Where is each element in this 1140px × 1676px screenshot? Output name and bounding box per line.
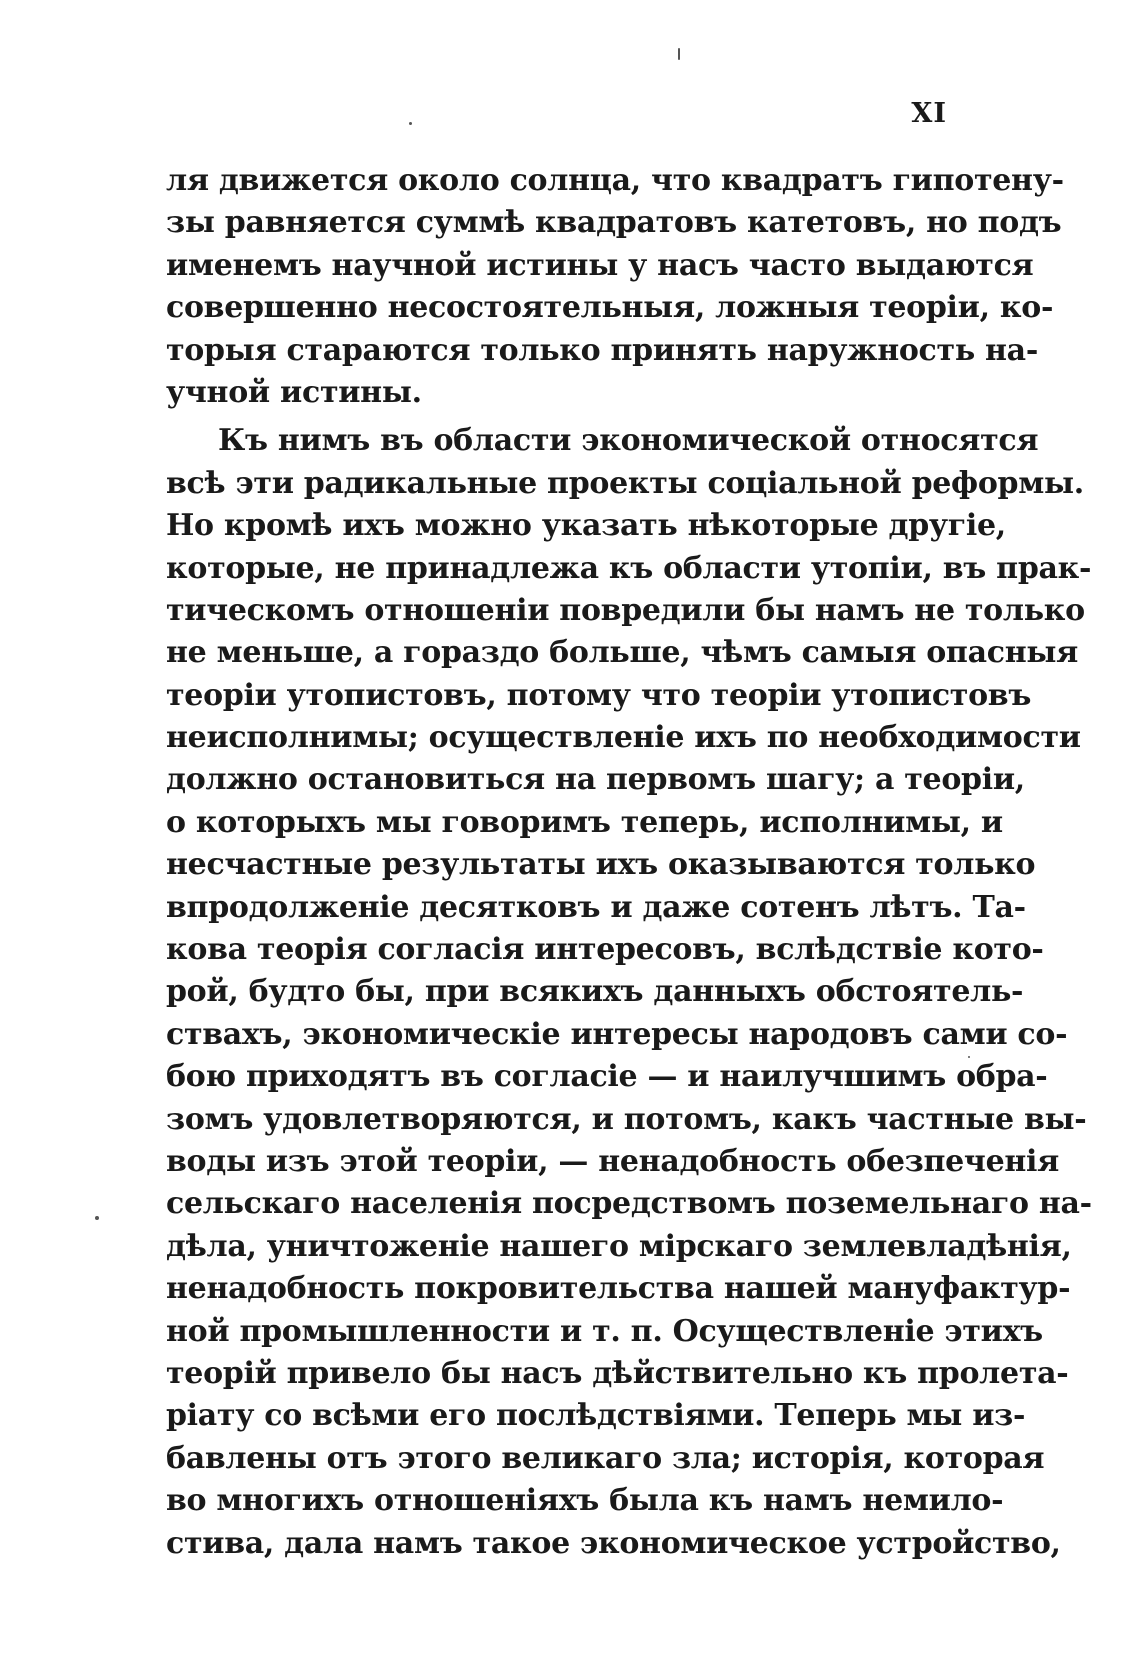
text-line: торыя стараются только принять наружность на- bbox=[166, 332, 1038, 368]
scan-speck bbox=[678, 48, 680, 60]
text-line: всѣ эти радикальные проекты соціальной реформы. bbox=[166, 465, 1084, 501]
text-line: Къ нимъ въ области экономической относятся bbox=[218, 423, 1039, 459]
text-line: бою приходятъ въ согласіе — и наилучшимъ обра- bbox=[166, 1059, 1048, 1095]
text-line: о которыхъ мы говоримъ теперь, исполнимы, и bbox=[166, 804, 1003, 840]
scan-speck bbox=[409, 122, 412, 125]
text-line: впродолженіе десятковъ и даже сотенъ лѣтъ. Та- bbox=[166, 889, 1026, 925]
scan-speck bbox=[95, 1216, 99, 1220]
text-line: которые, не принадлежа къ области утопіи, въ прак- bbox=[166, 550, 1092, 586]
text-line: зомъ удовлетворяются, и потомъ, какъ частные вы- bbox=[166, 1101, 1087, 1137]
text-line: теорій привело бы насъ дѣйствительно къ пролета- bbox=[166, 1355, 1069, 1391]
paragraph-2 bbox=[166, 420, 1092, 1565]
text-line: рой, будто бы, при всякихъ данныхъ обстоятель- bbox=[166, 974, 1024, 1010]
text-line: тическомъ отношеніи повредили бы намъ не только bbox=[166, 592, 1085, 628]
text-line: не меньше, а гораздо больше, чѣмъ самыя опасныя bbox=[166, 635, 1078, 671]
text-line: бавлены отъ этого великаго зла; исторія, которая bbox=[166, 1440, 1045, 1476]
scan-speck bbox=[968, 1056, 970, 1058]
text-line: воды изъ этой теоріи, — ненадобность обезпеченія bbox=[166, 1143, 1059, 1179]
text-line: ной промышленности и т. п. Осуществленіе этихъ bbox=[166, 1313, 1043, 1349]
text-line: зы равняется суммѣ квадратовъ катетовъ, но подъ bbox=[166, 205, 1062, 241]
text-line: дѣла, уничтоженіе нашего мірскаго землевладѣнія, bbox=[166, 1228, 1072, 1264]
text-line: учной истины. bbox=[166, 374, 422, 410]
text-line: совершенно несостоятельныя, ложныя теоріи, ко- bbox=[166, 290, 1054, 326]
text-line: во многихъ отношеніяхъ была къ намъ немило- bbox=[166, 1483, 1004, 1519]
body-text bbox=[166, 160, 1092, 1565]
paragraph-1 bbox=[166, 160, 1064, 414]
text-line: неисполнимы; осуществленіе ихъ по необходимости bbox=[166, 720, 1081, 756]
text-line: ля движется около солнца, что квадратъ гипотену- bbox=[166, 163, 1064, 198]
text-line: несчастные результаты ихъ оказываются только bbox=[166, 847, 1036, 883]
text-line: Но кромѣ ихъ можно указать нѣкоторые другіе, bbox=[166, 508, 1006, 544]
page-number: XI bbox=[911, 98, 947, 129]
text-line: ріату со всѣми его послѣдствіями. Теперь мы из- bbox=[166, 1398, 1026, 1434]
text-line: должно остановиться на первомъ шагу; а теоріи, bbox=[166, 762, 1025, 798]
text-line: кова теорія согласія интересовъ, вслѣдствіе кото- bbox=[166, 932, 1044, 968]
text-line: теоріи утопистовъ, потому что теоріи утопистовъ bbox=[166, 677, 1032, 713]
text-line: сельскаго населенія посредствомъ поземельнаго на- bbox=[166, 1186, 1092, 1222]
text-line: ненадобность покровительства нашей мануфактур- bbox=[166, 1271, 1071, 1307]
text-line: именемъ научной истины у насъ часто выдаются bbox=[166, 247, 1034, 283]
text-line: ствахъ, экономическіе интересы народовъ сами со- bbox=[166, 1016, 1068, 1052]
text-line: стива, дала намъ такое экономическое устройство, bbox=[166, 1525, 1061, 1561]
